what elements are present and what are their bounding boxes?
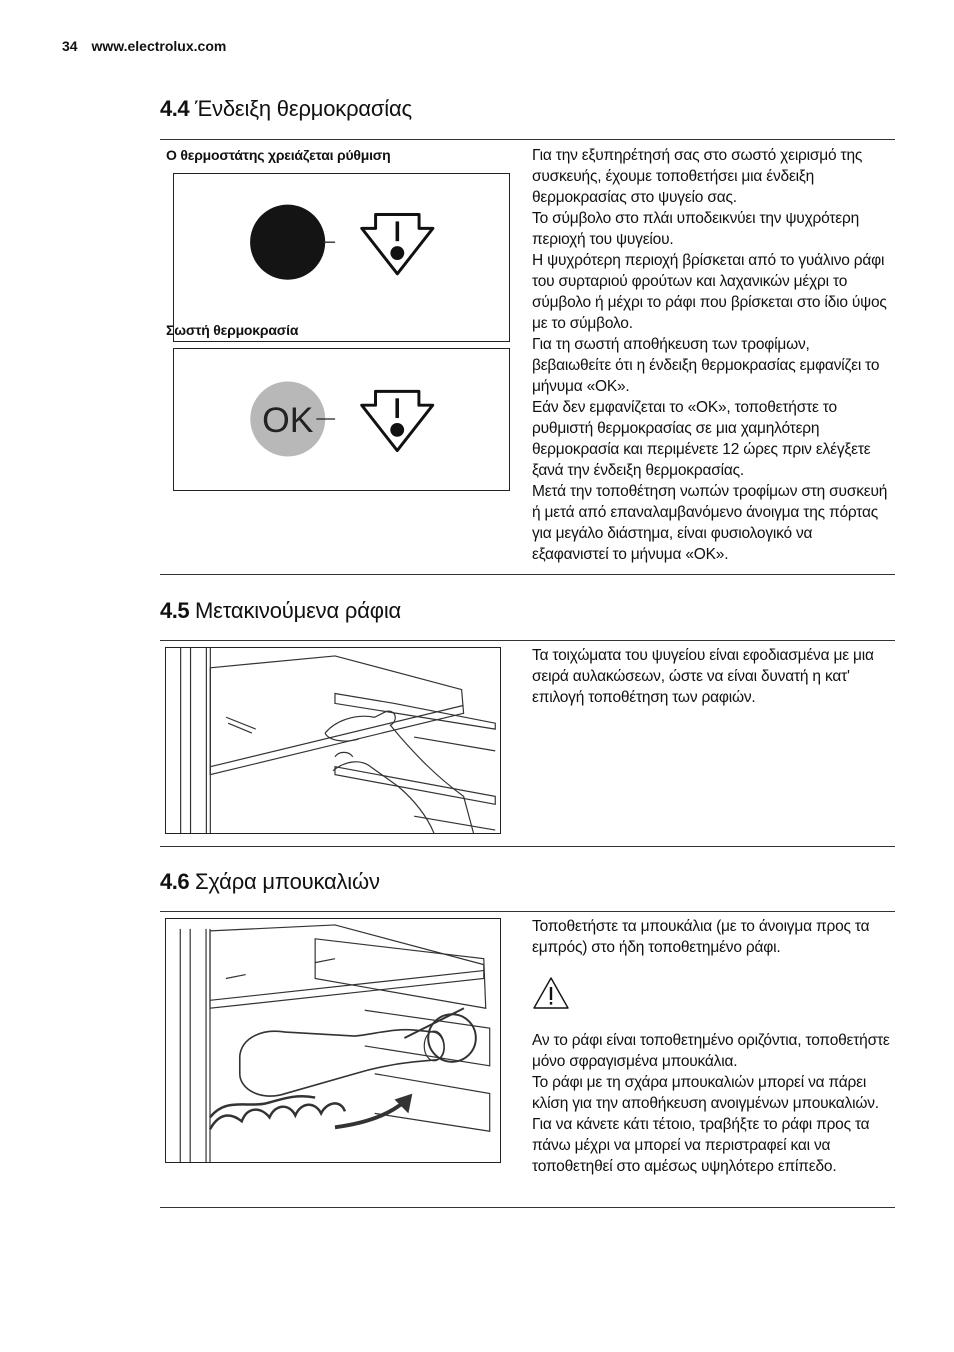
divider	[160, 911, 895, 912]
thermostat-ok-figure	[173, 348, 510, 491]
divider	[160, 846, 895, 847]
section-title-4-5: 4.5 Μετακινούμενα ράφια	[160, 598, 402, 623]
ok-label: OK	[262, 399, 314, 440]
section-title-4-6: 4.6 Σχάρα μπουκαλιών	[160, 869, 380, 894]
divider	[160, 139, 895, 140]
section-4-5-text: Τα τοιχώματα του ψυγείου είναι εφοδιασμένα με μια σειρά αυλακώσεων, ώστε να είναι δυνατή η κατ' επιλογή τοποθέτηση των ραφιών.	[532, 647, 874, 706]
caption-correct: Σωστή θερμοκρασία	[166, 322, 299, 338]
page-number: 34	[62, 38, 78, 54]
section-4-4-text: Για την εξυπηρέτησή σας στο σωστό χειρισμό της συσκευής, έχουμε τοποθετήσει μια ένδειξη θερμοκρασίας στο ψυγείο σας. Το σύμβολο στο πλάι υποδεικνύει την ψυχρότερη περιοχή του ψυγείου. Η ψυχρότερη περιοχή βρίσκεται από το γυάλινο ράφι του συρταριού φρούτων και λαχανικών μέχρι το σύμβολο ή μέχρι το ράφι που βρίσκεται στο ίδιο ύψος με το σύμβολο. Για τη σωστή αποθήκευση των τροφίμων, βεβαιωθείτε ότι η ένδειξη θερμοκρασίας εμφανίζει το μήνυμα «OK». Εάν δεν εμφανίζεται το «OK», τοποθετήστε το ρυθμιστή θερμοκρασίας σε μια χαμηλότερη θερμοκρασία και περιμένετε 12 ώρες πριν ελέγξετε ξανά την ένδειξη θερμοκρασίας. Μετά την τοποθέτηση νωπών τροφίμων στη συσκευή ή μετά από επαναλαμβανόμενο άνοιγμα της πόρτας για μεγάλο διάστημα, είναι φυσιολογικό να εξαφανιστεί το μήνυμα «OK».	[532, 147, 888, 563]
movable-shelf-figure	[165, 647, 501, 834]
caption-adjust: Ο θερμοστάτης χρειάζεται ρύθμιση	[166, 147, 391, 163]
cold-zone-symbol-icon	[362, 215, 433, 274]
page-header	[62, 38, 226, 54]
divider	[160, 640, 895, 641]
section-4-6-text: Τοποθετήστε τα μπουκάλια (με το άνοιγμα προς τα εμπρός) στο ήδη τοποθετημένο ράφι. Αν το ράφι είναι τοποθετημένο οριζόντια, τοποθετήστε μόνο σφραγισμένα μπουκάλια. Το ράφι με τη σχάρα μπουκαλιών μπορεί να πάρει κλίση για την αποθήκευση ανοιγμένων μπουκαλιών. Για να κάνετε κάτι τέτοιο, τραβήξτε το ράφι προς τα πάνω μέχρι να μπορεί να περιστραφεί και να τοποθετηθεί στο αμέσως υψηλότερο επίπεδο.	[532, 918, 890, 1175]
dark-indicator-icon	[250, 205, 325, 280]
section-title-4-4: 4.4 Ένδειξη θερμοκρασίας	[160, 96, 412, 121]
website-link[interactable]: www.electrolux.com	[91, 38, 227, 54]
cold-zone-symbol-icon	[362, 391, 433, 450]
divider	[160, 1207, 895, 1208]
thermostat-adjust-figure	[173, 173, 510, 342]
divider	[160, 574, 895, 575]
bottle-rack-figure	[165, 918, 501, 1163]
warning-triangle-icon	[532, 976, 570, 1010]
